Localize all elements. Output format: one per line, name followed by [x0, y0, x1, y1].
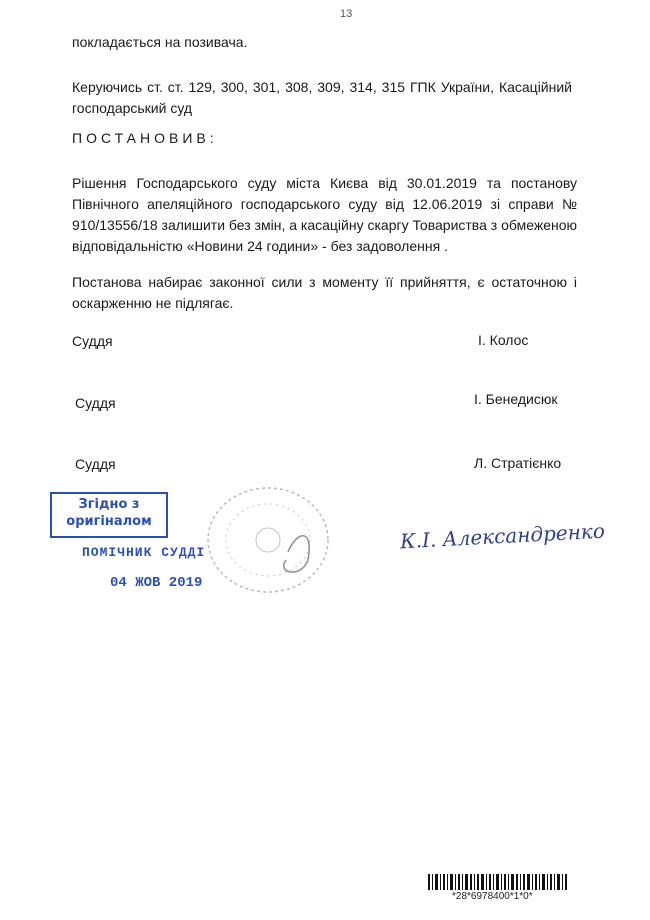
handwritten-signature: К.І. Александренко	[399, 518, 606, 554]
judge-name-1: І. Колос	[478, 332, 529, 348]
effect-line-2: оскарженню не підлягає.	[72, 295, 234, 311]
stamp-position: ПОМІЧНИК СУДДІ	[82, 545, 206, 560]
judge-name-2: І. Бенедисюк	[474, 391, 558, 407]
page-number: 13	[340, 8, 353, 20]
stamp-line-2: оригіналом	[66, 514, 152, 529]
paragraph-costs: покладається на позивача.	[72, 34, 248, 50]
court-seal-icon	[196, 482, 346, 602]
stamp-certified-copy	[50, 492, 168, 538]
effect-line-1: Постанова набирає законної сили з моменту її прийняття, є остаточною і	[72, 274, 577, 290]
judge-role-3: Суддя	[75, 456, 116, 472]
resolution-heading: ПОСТАНОВИВ:	[72, 130, 218, 146]
barcode-number: *28*6978400*1*0*	[452, 891, 533, 902]
decision-line-1: Рішення Господарського суду міста Києва від 30.01.2019 та постанову	[72, 175, 577, 191]
decision-line-3: 910/13556/18 залишити без змін, а касаційну скаргу Товариства з обмеженою	[72, 217, 577, 233]
judge-role-1: Суддя	[72, 333, 113, 349]
judge-role-2: Суддя	[75, 395, 116, 411]
judge-name-3: Л. Стратієнко	[474, 455, 562, 471]
stamp-date: 04 ЖОВ 2019	[110, 575, 203, 591]
guided-line-1: Керуючись ст. ст. 129, 300, 301, 308, 309, 314, 315 ГПК України, Касаційний	[72, 79, 572, 95]
decision-line-4: відповідальністю «Новини 24 години» - без задоволення .	[72, 238, 448, 254]
decision-line-2: Північного апеляційного господарського суду від 12.06.2019 зі справи №	[72, 196, 577, 212]
barcode-icon	[428, 874, 568, 890]
stamp-line-1: Згідно з	[78, 497, 140, 512]
guided-line-2: господарський суд	[72, 100, 193, 116]
